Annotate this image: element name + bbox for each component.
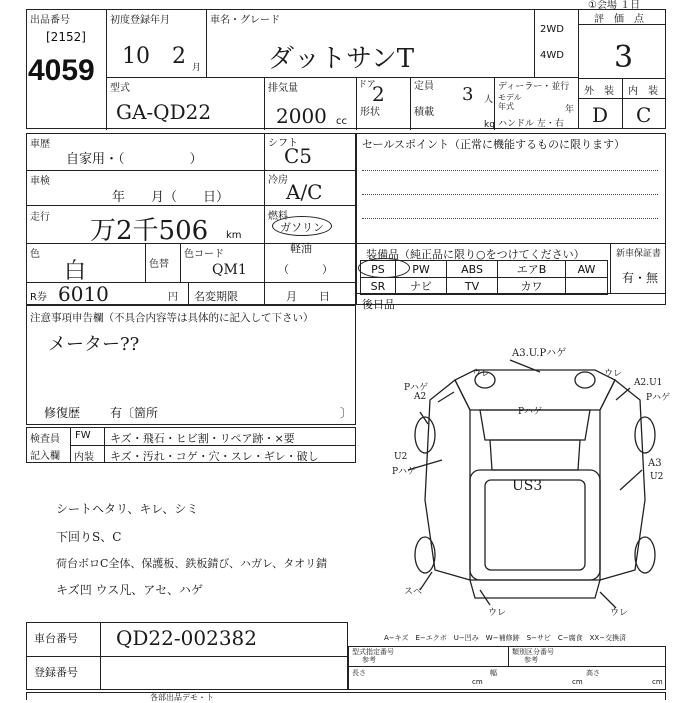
- in-label: 内装: [74, 452, 94, 463]
- equip-airbag: エアB: [498, 261, 566, 278]
- capacity-value: 3: [462, 84, 474, 105]
- history-value: 自家用・（ ）: [66, 152, 203, 167]
- reg-number-label: 登録番号: [34, 666, 78, 679]
- width-label: 幅: [490, 669, 497, 677]
- hw-note-2: 下回りS、C: [56, 530, 122, 544]
- name-period-label: 名変期限: [194, 290, 238, 303]
- mark-pa-left: Pハゲ: [404, 383, 429, 393]
- drive-2wd: 2WD: [540, 24, 564, 35]
- fuel-gasoline: ガソリン: [280, 221, 324, 234]
- shift-label: シフト: [268, 138, 298, 149]
- history-label: 車歴: [30, 139, 50, 150]
- damage-legend: A−キズ E−エクボ U−凹み W−補修跡 S−サビ C−腐食 XX−交換済: [384, 634, 627, 642]
- mark-a3-top: A3.U.Pハゲ: [512, 348, 567, 359]
- fuel-other: （ ）: [278, 263, 333, 276]
- load-label: 積載: [414, 107, 434, 118]
- reg-label: 初度登録年月: [110, 15, 170, 26]
- ac-value: A/C: [286, 180, 323, 204]
- repair-value: 有〔箇所: [110, 406, 159, 420]
- lot-code: [2152]: [46, 30, 86, 44]
- hw-note-4: キズ凹 ウス凡、アセ、ハゲ: [56, 583, 203, 597]
- capacity-label: 定員: [414, 81, 434, 92]
- mark-a2-right: A2.U1: [634, 378, 663, 388]
- lot-label: 出品番号: [30, 15, 70, 26]
- fuel-label: 燃料: [268, 211, 288, 222]
- equip-sr: SR: [361, 278, 396, 295]
- mark-u2-right: U2: [650, 472, 664, 482]
- mileage-label: 走行: [30, 212, 50, 223]
- inspection-value: 年 月（ 日）: [112, 190, 230, 205]
- later-label: 後日品: [362, 298, 395, 311]
- handle-label: ハンドル 左・右: [498, 119, 564, 129]
- equip-ps: PS: [361, 261, 396, 278]
- fw-label: FW: [75, 430, 91, 441]
- fw-items: キズ・飛石・ヒビ割・リペア跡・×要: [110, 432, 295, 445]
- door-label: ドア: [358, 80, 376, 90]
- equip-navi: ナビ: [395, 278, 446, 295]
- warranty-value: 有・無: [622, 271, 659, 285]
- color-code-value: QM1: [212, 262, 247, 278]
- model-year-label: モデル年式: [498, 93, 522, 111]
- mark-ure-tr: ウレ: [604, 369, 623, 379]
- hw-note-1: シートヘタリ、キレ、シミ: [56, 502, 199, 516]
- mark-ure-tl: ウレ: [472, 369, 491, 379]
- lot-number: 4059: [28, 54, 95, 87]
- mark-sabi: スベ: [404, 587, 423, 597]
- height-label: 高さ: [586, 669, 600, 677]
- mark-ure-bl: ウレ: [488, 608, 507, 618]
- car-name: ダットサンT: [268, 44, 415, 74]
- door-value: 2: [372, 82, 385, 106]
- exterior-score: D: [592, 103, 609, 127]
- mark-a3-right: A3: [648, 458, 662, 469]
- mark-u2-left: U2: [394, 452, 408, 462]
- dealer-label: ディーラー・並行: [498, 82, 570, 92]
- equip-ps-circle: [358, 258, 410, 278]
- mark-phage-left2: Pハゲ: [392, 467, 417, 477]
- score-label: 評 価 点: [594, 14, 644, 25]
- mark-a2-left: A2: [414, 392, 427, 402]
- in-items: キズ・汚れ・コゲ・穴・スレ・ギレ・破し: [110, 450, 319, 463]
- equip-pw: PW: [395, 261, 446, 278]
- score-value: 3: [614, 40, 634, 75]
- model-value: GA-QD22: [116, 100, 212, 124]
- hw-note-3: 荷台ボロC全体、保護板、鉄板錆び、ハガレ、タオリ錆: [56, 557, 328, 570]
- color-label: 色: [30, 249, 40, 260]
- color-code-label: 色コード: [184, 249, 224, 260]
- interior-score: C: [636, 103, 652, 127]
- chassis-label: 車台番号: [34, 632, 78, 645]
- bottom-strip: [26, 692, 666, 700]
- color-value: 白: [64, 259, 87, 284]
- equip-label: 装備品（純正品に限り○をつけてください）: [366, 248, 585, 261]
- ac-label: 冷房: [268, 175, 288, 186]
- length-label: 長さ: [352, 669, 366, 677]
- equip-tv: TV: [447, 278, 498, 295]
- notes-value: メーター??: [48, 334, 140, 355]
- chassis-value: QD22-002382: [116, 626, 257, 650]
- inspector-label: 検査員: [30, 434, 60, 445]
- mark-ure-br: ウレ: [610, 608, 629, 618]
- repair-label: 修復歴: [44, 406, 81, 420]
- inspection-label: 車検: [30, 176, 50, 187]
- recycle-value: 6010: [58, 282, 109, 306]
- name-label: 車名・グレード: [210, 15, 280, 26]
- reg-year: 10: [122, 44, 150, 69]
- mark-phage-center: Pハゲ: [518, 407, 543, 417]
- recycle-label: R券: [30, 292, 47, 303]
- reg-month: 2: [172, 44, 186, 69]
- mark-us3: US3: [512, 478, 543, 494]
- notes-label: 注意事項申告欄（不具合内容等は具体的に記入して下さい）: [30, 312, 314, 324]
- shift-value: C5: [284, 144, 313, 168]
- sales-label: セールスポイント（正常に機能するものに限ります）: [362, 138, 626, 151]
- mark-phage-right: Pハゲ: [646, 393, 671, 403]
- equip-abs: ABS: [447, 261, 498, 278]
- warranty-label: 新車保証書: [616, 249, 662, 259]
- type-number-label: 型式指定番号: [352, 648, 394, 656]
- fuel-diesel: 軽油: [290, 242, 312, 255]
- exterior-label: 外 装: [584, 86, 614, 97]
- displacement-label: 排気量: [268, 83, 298, 94]
- equip-leather: カワ: [498, 278, 566, 295]
- shape-label: 形状: [360, 107, 380, 118]
- bottom-note: 各部出品デモ・ト: [150, 693, 214, 702]
- interior-label: 内 装: [628, 86, 658, 97]
- category-number-label: 類別区分番号: [512, 648, 554, 656]
- name-period-value: 月 日: [286, 290, 330, 303]
- dimension-frame: [348, 646, 666, 690]
- mileage-value: 万2千506: [90, 216, 209, 246]
- entry-label: 記入欄: [30, 451, 60, 462]
- venue-note: ①会場 １日: [588, 0, 641, 11]
- color-change-label: 色替: [149, 259, 169, 270]
- displacement-value: 2000: [276, 104, 327, 128]
- model-label: 型式: [110, 83, 130, 94]
- drive-4wd: 4WD: [540, 50, 564, 61]
- equip-aw: AW: [566, 261, 608, 278]
